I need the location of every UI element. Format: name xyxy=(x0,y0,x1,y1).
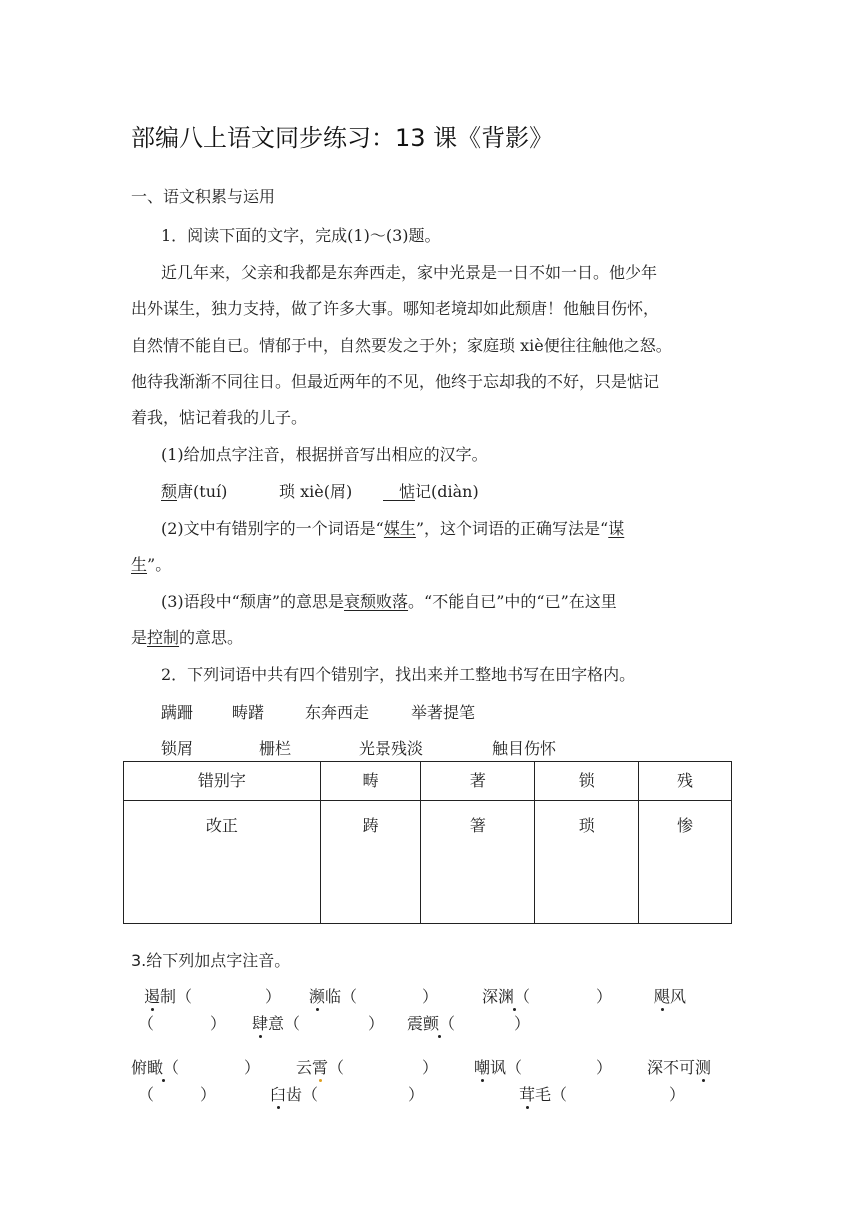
word-item: 蹒跚 xyxy=(161,703,194,722)
sub-question-3 xyxy=(161,594,617,610)
text: 风 xyxy=(670,987,687,1006)
answer-char xyxy=(383,482,399,501)
text: (3)语段中“颓唐”的意思是 xyxy=(161,592,345,611)
passage-line-5: 着我，惦记着我的儿子。 xyxy=(131,408,308,427)
dotted-char: 嘲 xyxy=(474,1058,491,1077)
text: 。“不能自已”中的“已”在这里 xyxy=(408,592,617,611)
question-1-stem: 1．阅读下面的文字，完成(1)～(3)题。 xyxy=(161,226,441,245)
bracket: ） xyxy=(368,1014,385,1033)
bracket: ） xyxy=(596,987,613,1006)
word-item: 畴躇 xyxy=(232,703,265,722)
pinyin-item xyxy=(647,1060,711,1076)
text: (2)文中有错别字的一个词语是“ xyxy=(161,519,384,538)
pinyin-item xyxy=(144,989,192,1005)
section-heading: 一、语文积累与运用 xyxy=(131,187,276,206)
text: 俯 xyxy=(131,1058,148,1077)
table-cell: 改正 xyxy=(124,801,321,924)
question-2-stem: 2．下列词语中共有四个错别字，找出来并工整地书写在田字格内。 xyxy=(161,665,636,684)
word-item: 东奔西走 xyxy=(305,703,370,722)
text: 齿（ xyxy=(286,1085,319,1104)
answer-char-text: 惦 xyxy=(399,482,416,501)
bracket: ） xyxy=(200,1085,217,1104)
dotted-char: 颤（ xyxy=(423,1014,456,1033)
table-cell: 残 xyxy=(639,762,732,801)
answer-correct-word: 谋 xyxy=(608,519,625,538)
bracket: ） xyxy=(244,1058,261,1077)
bracket: ） xyxy=(514,1014,531,1033)
bracket: （ xyxy=(138,1014,155,1033)
dotted-char: 飓 xyxy=(654,987,671,1006)
dotted-char: 渊（ xyxy=(498,987,531,1006)
pinyin-item xyxy=(252,1016,300,1032)
dotted-char: 茸 xyxy=(519,1085,536,1104)
sub-question-3-cont xyxy=(131,630,243,646)
answer-meaning: 控制 xyxy=(147,628,180,647)
table-cell: 锁 xyxy=(535,762,639,801)
dotted-char: 肆 xyxy=(252,1014,269,1033)
word-item: 光景残淡 xyxy=(359,739,424,758)
answer-wrong-word: 媒生 xyxy=(383,519,416,538)
dotted-char: 臼 xyxy=(270,1085,287,1104)
passage-line-4: 他待我渐渐不同往日。但最近两年的不见，他终于忘却我的不好，只是惦记 xyxy=(131,372,660,391)
pinyin-item xyxy=(482,989,530,1005)
pinyin-item xyxy=(309,989,357,1005)
word-item: 举著提笔 xyxy=(411,703,476,722)
text: 深不可 xyxy=(647,1058,696,1077)
table-cell: 踌 xyxy=(320,801,421,924)
text: 临（ xyxy=(325,987,358,1006)
dotted-char: 遏 xyxy=(144,987,161,1006)
text: 深 xyxy=(482,987,499,1006)
dotted-char: 霄 xyxy=(312,1058,329,1077)
table-row xyxy=(124,762,732,801)
dotted-char: 测 xyxy=(695,1058,712,1077)
sub-question-1: (1)给加点字注音，根据拼音写出相应的汉字。 xyxy=(161,445,488,464)
answer-meaning: 衰颓败落 xyxy=(344,592,409,611)
text: 的意思。 xyxy=(179,628,244,647)
bracket: ） xyxy=(669,1085,686,1104)
question-3-stem: 3.给下列加点字注音。 xyxy=(131,951,291,970)
answer-char: 颓 xyxy=(161,482,178,501)
bracket: ） xyxy=(408,1085,425,1104)
text: 云 xyxy=(296,1058,313,1077)
bracket: ） xyxy=(422,987,439,1006)
word-item: 触目伤怀 xyxy=(492,739,557,758)
text: 意（ xyxy=(268,1014,301,1033)
text: ”。 xyxy=(147,555,172,574)
dotted-char: 瞰（ xyxy=(147,1058,180,1077)
text: 制（ xyxy=(160,987,193,1006)
pinyin-item xyxy=(474,1060,522,1076)
table-cell: 箸 xyxy=(421,801,535,924)
text: ”，这个词语的正确写法是“ xyxy=(415,519,609,538)
table-cell: 错别字 xyxy=(124,762,321,801)
bracket: （ xyxy=(138,1085,155,1104)
pinyin-item xyxy=(296,1060,344,1076)
passage-line-1: 近几年来，父亲和我都是东奔西走，家中光景是一日不如一日。他少年 xyxy=(161,263,658,282)
page-title: 部编八上语文同步练习：13 课《背影》 xyxy=(131,124,554,152)
sub-question-2 xyxy=(161,521,624,537)
word-item: 锁屑 xyxy=(161,739,194,758)
bracket: ） xyxy=(596,1058,613,1077)
answer-1c xyxy=(383,484,479,500)
bracket: ） xyxy=(210,1014,227,1033)
answer-correct-word: 生 xyxy=(131,555,148,574)
table-cell: 畴 xyxy=(320,762,421,801)
pinyin-item xyxy=(131,1060,179,1076)
text: 震 xyxy=(407,1014,424,1033)
table-cell: 著 xyxy=(421,762,535,801)
correction-table xyxy=(123,761,732,924)
passage-line-2: 出外谋生，独力支持，做了许多大事。哪知老境却如此颓唐！他触目伤怀， xyxy=(131,299,660,318)
text: 讽（ xyxy=(490,1058,523,1077)
pinyin-item xyxy=(270,1087,318,1103)
answer-pinyin: 记(diàn) xyxy=(415,482,479,501)
answer-1a xyxy=(161,484,227,500)
table-row xyxy=(124,801,732,924)
text: （ xyxy=(328,1058,345,1077)
table-cell: 惨 xyxy=(639,801,732,924)
answer-1b: 琐 xiè(屑) xyxy=(279,482,353,501)
dotted-char: 濒 xyxy=(309,987,326,1006)
bracket: ） xyxy=(265,987,282,1006)
text: 是 xyxy=(131,628,148,647)
pinyin-item xyxy=(519,1087,567,1103)
text: 毛（ xyxy=(535,1085,568,1104)
pinyin-item xyxy=(407,1016,455,1032)
answer-pinyin: 唐(tuí) xyxy=(177,482,228,501)
pinyin-item xyxy=(654,989,686,1005)
bracket: ） xyxy=(422,1058,439,1077)
sub-question-2-cont xyxy=(131,557,171,573)
passage-line-3: 自然情不能自已。情郁于中，自然要发之于外；家庭琐 xiè便往往触他之怒。 xyxy=(131,336,672,355)
word-item: 栅栏 xyxy=(259,739,292,758)
table-cell: 琐 xyxy=(535,801,639,924)
